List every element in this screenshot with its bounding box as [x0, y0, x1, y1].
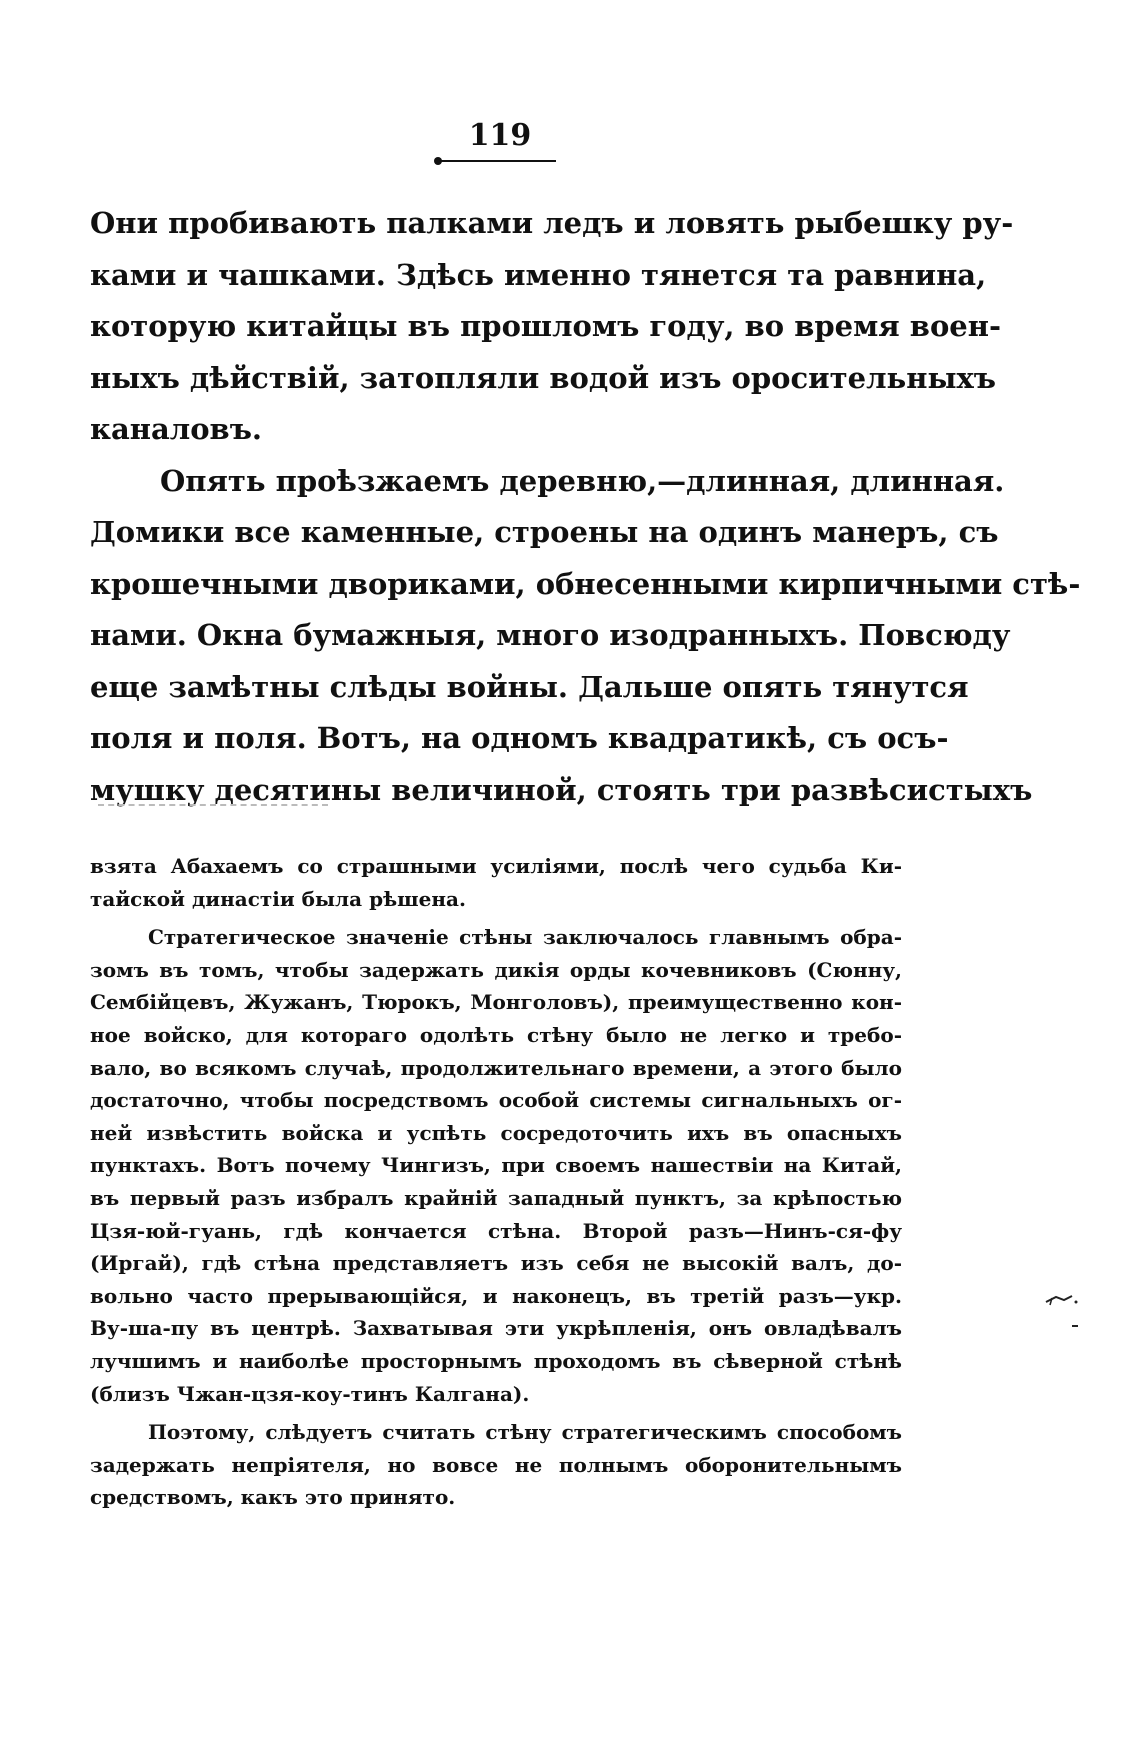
footnote-text	[90, 850, 902, 1514]
text-line: крошечными двориками, обнесенными кирпичными стѣ-	[90, 566, 1081, 601]
footnote-paragraph	[90, 921, 902, 1410]
text-line: ками и чашками. Здѣсь именно тянется та равнина,	[90, 257, 987, 292]
footnote-line: Поэтому, слѣдуетъ считать стѣну стратегическимъ способомъ	[148, 1420, 902, 1445]
footnote-line: Цзя-юй-гуань, гдѣ кончается стѣна. Второй разъ—Нинъ-ся-фу	[90, 1218, 902, 1243]
footnote-line: (близъ Чжан-цзя-коу-тинъ Калгана).	[90, 1381, 530, 1406]
footnote-line: вольно часто прерывающійся, и наконецъ, въ третій разъ—укр.	[90, 1283, 902, 1308]
text-line: каналовъ.	[90, 412, 263, 446]
footnote-separator	[98, 804, 328, 808]
footnote-line: Стратегическое значеніе стѣны заключалось главнымъ обра-	[148, 925, 902, 950]
text-line: Опять проѣзжаемъ деревню,—длинная, длинная.	[160, 463, 1005, 498]
text-line: мушку десятины величиной, стоять три развѣсистыхъ	[90, 772, 1033, 807]
footnote-line: достаточно, чтобы посредствомъ особой системы сигнальныхъ ог-	[90, 1088, 902, 1113]
footnote-line: взята Абахаемъ со страшными усиліями, послѣ чего судьба Ки-	[90, 854, 902, 878]
page-number-rule	[438, 160, 556, 162]
footnote-line: въ первый разъ избралъ крайній западный пунктъ, за крѣпостью	[90, 1185, 902, 1210]
text-line: еще замѣтны слѣды войны. Дальше опять тянутся	[90, 669, 969, 704]
main-paragraph	[90, 198, 1014, 456]
text-line: ныхъ дѣйствій, затопляли водой изъ оросительныхъ	[90, 360, 997, 395]
text-line: Домики все каменные, строены на одинъ манеръ, съ	[90, 515, 999, 549]
text-line: нами. Окна бумажныя, много изодранныхъ. Повсюду	[90, 618, 1011, 652]
footnote-paragraph	[90, 850, 902, 915]
footnote-line: вало, во всякомъ случаѣ, продолжительнаго времени, а этого было	[90, 1055, 902, 1080]
footnote-line: средствомъ, какъ это принято.	[90, 1485, 456, 1510]
footnote-line: задержать непріятеля, но вовсе не полнымъ оборонительнымъ	[90, 1452, 902, 1477]
main-text	[90, 198, 1081, 816]
text-line: Они пробивають палками ледъ и ловять рыбешку ру-	[90, 206, 1014, 240]
main-paragraph	[90, 456, 1081, 817]
footnote-line: ное войско, для котораго одолѣть стѣну было не легко и требо-	[90, 1022, 902, 1047]
footnote-line: пунктахъ. Вотъ почему Чингизъ, при своемъ нашествіи на Китай,	[90, 1153, 902, 1178]
text-line: которую китайцы въ прошломъ году, во время воен-	[90, 309, 1001, 343]
footnote-line: Ву-ша-пу въ центрѣ. Захватывая эти укрѣпленія, онъ овладѣвалъ	[90, 1316, 902, 1341]
page-number: 119	[468, 118, 532, 153]
footnote-line: (Иргай), гдѣ стѣна представляетъ изъ себя не высокій валъ, до-	[90, 1251, 902, 1276]
footnote-paragraph	[90, 1416, 902, 1514]
footnote-line: ней извѣстить войска и успѣть сосредоточить ихъ въ опасныхъ	[90, 1120, 902, 1145]
footnote-line: зомъ въ томъ, чтобы задержать дикія орды кочевниковъ (Сюнну,	[90, 957, 902, 982]
footnote-line: лучшимъ и наиболѣе просторнымъ проходомъ въ сѣверной стѣнѣ	[90, 1348, 902, 1373]
text-line: поля и поля. Вотъ, на одномъ квадратикѣ, съ осъ-	[90, 721, 949, 755]
footnote-line: тайской династіи была рѣшена.	[90, 886, 466, 911]
pencil-mark-icon	[1042, 1280, 1082, 1330]
footnote-line: Сембійцевъ, Жужанъ, Тюрокъ, Монголовъ), преимущественно кон-	[90, 990, 902, 1015]
